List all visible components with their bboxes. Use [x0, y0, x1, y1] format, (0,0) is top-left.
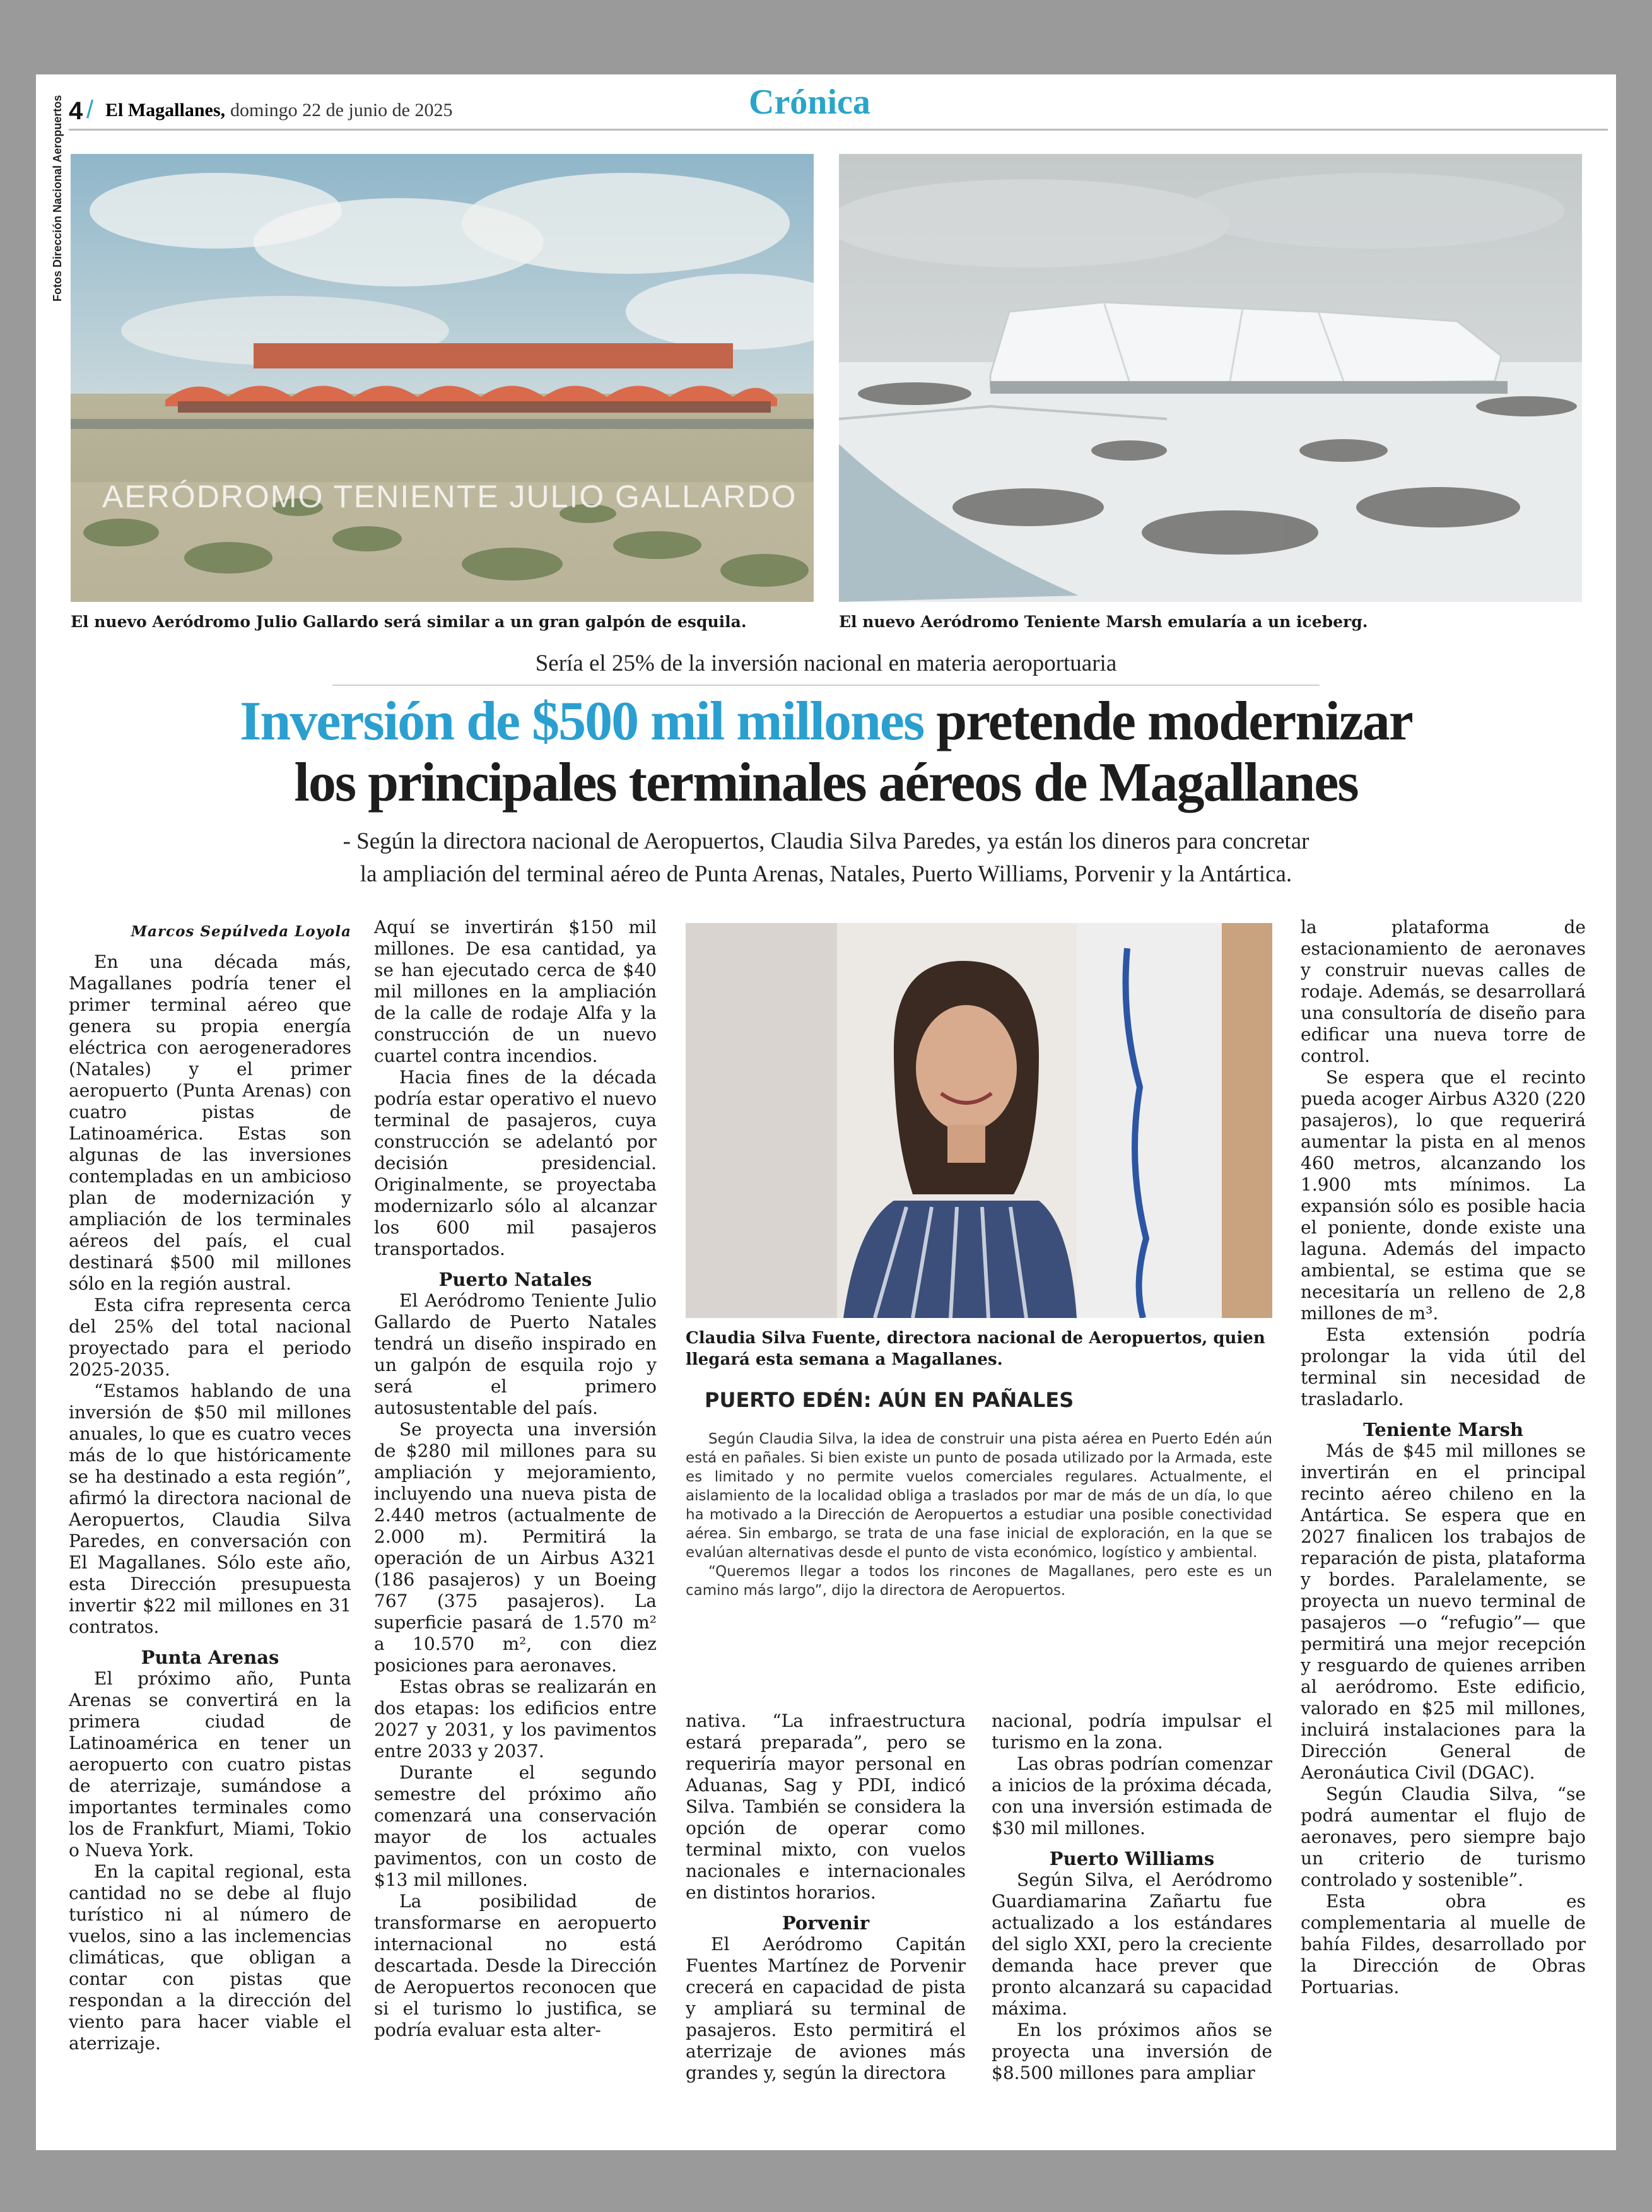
paragraph: Esta extensión podría prolongar la vida útil del terminal sin necesidad de trasladarlo. [1301, 1324, 1586, 1409]
issue-date: domingo 22 de junio de 2025 [230, 100, 453, 121]
paragraph: Aquí se invertirán $150 mil millones. De esa cantidad, ya se han ejecutado cerca de $40 mil millones en la ampliación de la calle de rodaje Alfa y la construcción de un nuevo cuartel contra incendios. [374, 917, 657, 1066]
headline-line-1 [36, 691, 1616, 752]
subhead-puerto-williams: Puerto Williams [1049, 1848, 1215, 1869]
header-rule [69, 129, 1608, 131]
paragraph: El próximo año, Punta Arenas se convertirá en la primera ciudad de Latinoamérica en tener un aeropuerto con cuatro pistas de aterrizaje, sumándose a importantes terminales como los de Frankfurt, Miami, Tokio o Nueva York. [69, 1668, 351, 1861]
page-separator: / [86, 96, 94, 124]
render-overlay-text: AERÓDROMO TENIENTE JULIO GALLARDO [102, 479, 797, 514]
page-number: 4 [69, 97, 83, 125]
render-julio-gallardo [71, 154, 814, 602]
publication-name: El Magallanes, [105, 100, 226, 121]
paragraph: Se proyecta una inversión de $280 mil millones para su ampliación y mejoramiento, incluyendo una nueva pista de 2.440 metros (actualmente de 2.000 m). Permitirá la operación de un Airbus A321 (186 pasajeros) y un Boeing 767 (375 pasajeros). La superficie pasará de 1.570 m² a 10.570 m², con diez posiciones para aeronaves. [374, 1419, 657, 1676]
paragraph: Durante el segundo semestre del próximo año comenzará una conservación mayor de los actuales pavimentos, con un costo de $13 mil millones. [374, 1762, 657, 1890]
caption-julio-gallardo: El nuevo Aeródromo Julio Gallardo será similar a un gran galpón de esquila. [71, 613, 747, 631]
byline: Marcos Sepúlveda Loyola [131, 923, 351, 940]
paragraph: Según Claudia Silva, la idea de construir una pista aérea en Puerto Edén aún está en pañales. Si bien existe un punto de posada utilizado por la Armada, este es limitado y no permite vuelos comerciales regulares. Actualmente, el aislamiento de la localidad obliga a traslados por mar de más de un día, lo que ha motivado a la Dirección de Aeropuertos a estudiar una posible conectividad aérea. Sin embargo, se trata de una fase inicial de exploración, en la que se evalúan alternativas desde el punto de vista económico, logístico y ambiental. [686, 1431, 1272, 1561]
paragraph: El Aeródromo Capitán Fuentes Martínez de Porvenir crecerá en capacidad de pista y ampliará su terminal de pasajeros. Esto permitirá el aterrizaje de aviones más grandes y, según la directora [686, 1934, 966, 2083]
newspaper-page [36, 74, 1616, 2150]
paragraph: Estas obras se realizarán en dos etapas: los edificios entre 2027 y 2031, y los pavimentos entre 2033 y 2037. [374, 1676, 657, 1762]
paragraph: En una década más, Magallanes podría tener el primer terminal aéreo que genera su propia energía eléctrica con aerogeneradores (Natales) y el primer aeropuerto (Punta Arenas) con cuatro pistas de Latinoamérica. Estas son algunas de las inversiones contempladas en un ambicioso plan de modernización y ampliación de los terminales aéreos del país, el cual destinará $500 mil millones sólo en la región austral. [69, 951, 351, 1294]
photo-claudia-silva [686, 923, 1272, 1318]
paragraph: En los próximos años se proyecta una inversión de $8.500 millones para ampliar [992, 2020, 1272, 2083]
headline-highlight: Inversión de $500 mil millones [240, 691, 924, 752]
box-title: PUERTO EDÉN: AÚN EN PAÑALES [705, 1388, 1074, 1412]
paragraph: Según Silva, el Aeródromo Guardiamarina Zañartu fue actualizado a los estándares del siglo XXI, pero la creciente demanda hace prever que pronto alcanzará su capacidad máxima. [992, 1869, 1272, 2019]
photo-credit: Fotos Dirección Nacional Aeropuertos [51, 95, 64, 302]
paragraph: Las obras podrían comenzar a inicios de la próxima década, con una inversión estimada de $30 mil millones. [992, 1753, 1272, 1838]
paragraph: En la capital regional, esta cantidad no se debe al flujo turístico ni al número de vuelos, sino a las inclemencias climáticas, que obligan a contar con pistas que respondan a la dirección del viento para hacer viable el aterrizaje. [69, 1861, 351, 2054]
paragraph: El Aeródromo Teniente Julio Gallardo de Puerto Natales tendrá un diseño inspirado en un galpón de esquila rojo y será el primero autosustentable del país. [374, 1290, 657, 1418]
article-column-4 [992, 1710, 1272, 2084]
headline-rest: pretende modernizar [923, 691, 1412, 752]
kicker-rule [332, 685, 1320, 686]
paragraph: “Queremos llegar a todos los rincones de Magallanes, pero este es un camino más largo”, dijo la directora de Aeropuertos. [686, 1563, 1272, 1599]
caption-teniente-marsh: El nuevo Aeródromo Teniente Marsh emularía a un iceberg. [839, 613, 1368, 631]
render-teniente-marsh [839, 154, 1582, 602]
deck-line-2: la ampliación del terminal aéreo de Punta Arenas, Natales, Puerto Williams, Porvenir y la Antártica. [360, 861, 1292, 887]
article-column-3 [686, 1710, 966, 2084]
paragraph: Según Claudia Silva, “se podrá aumentar el flujo de aeronaves, pero siempre bajo un criterio de turismo controlado y sostenible”. [1301, 1784, 1586, 1890]
paragraph: Esta cifra representa cerca del 25% del total nacional proyectado para el periodo 2025-2035. [69, 1295, 351, 1380]
deck-line-1: - Según la directora nacional de Aeropuertos, Claudia Silva Paredes, ya están los dineros para concretar [343, 828, 1309, 854]
article-column-1 [69, 921, 351, 2054]
paragraph: La posibilidad de transformarse en aeropuerto internacional no está descartada. Desde la Dirección de Aeropuertos reconocen que si el turismo lo justifica, se podría evaluar esta alter- [374, 1891, 657, 2040]
headline-line-2: los principales terminales aéreos de Magallanes [294, 752, 1358, 813]
photo-julio-gallardo [71, 154, 814, 602]
photo-teniente-marsh [839, 154, 1582, 602]
paragraph: nacional, podría impulsar el turismo en la zona. [992, 1710, 1272, 1753]
paragraph: la plataforma de estacionamiento de aeronaves y construir nuevas calles de rodaje. Además, se desarrollará una consultoría de diseño para edificar una nueva torre de control. [1301, 917, 1586, 1066]
paragraph: Se espera que el recinto pueda acoger Airbus A320 (220 pasajeros), lo que requerirá aumentar la pista en al menos 460 metros, alcanzando los 1.900 mts mínimos. La expansión sólo es posible hacia el poniente, donde existe una laguna. Además del impacto ambiental, se estima que se necesitaría un relleno de 2,8 millones de m³. [1301, 1067, 1586, 1324]
subhead-teniente-marsh: Teniente Marsh [1363, 1419, 1523, 1440]
article-kicker: Sería el 25% de la inversión nacional en materia aeroportuaria [535, 650, 1117, 676]
paragraph: “Estamos hablando de una inversión de $50 mil millones anuales, lo que es cuatro veces más de lo que históricamente se ha destinado a esta región”, afirmó la directora nacional de Aeropuertos, Claudia Silva Paredes, en conversación con El Magallanes. Sólo este año, esta Dirección presupuesta invertir $22 mil millones en 31 contratos. [69, 1380, 351, 1637]
paragraph: Más de $45 mil millones se invertirán en el principal recinto aéreo chileno en la Antártica. Se espera que en 2027 finalicen los trabajos de reparación de pista, plataforma y bordes. Paralelamente, se proyecta un nuevo terminal de pasajeros —o “refugio”— que permitirá una mejor recepción y resguardo de quienes arriben al aeródromo. Este edificio, valorado en $25 mil millones, incluirá instalaciones para la Dirección General de Aeronáutica Civil (DGAC). [1301, 1440, 1586, 1783]
portrait-image [686, 923, 1272, 1318]
paragraph: nativa. “La infraestructura estará preparada”, pero se requeriría mayor personal en Aduanas, Sag y PDI, indicó Silva. También se considera la opción de operar como terminal mixto, con vuelos nacionales e internacionales en distintos horarios. [686, 1710, 966, 1903]
article-column-2 [374, 917, 657, 2041]
box-body [686, 1430, 1272, 1600]
caption-portrait: Claudia Silva Fuente, directora nacional de Aeropuertos, quien llegará esta semana a Magallanes. [686, 1329, 1265, 1369]
article-column-5 [1301, 917, 1586, 1998]
subhead-puerto-natales: Puerto Natales [438, 1269, 592, 1290]
subhead-porvenir: Porvenir [782, 1912, 870, 1934]
paragraph: Esta obra es complementaria al muelle de bahía Fildes, desarrollado por la Dirección de Obras Portuarias. [1301, 1891, 1586, 1997]
section-title: Crónica [749, 83, 870, 122]
paragraph: Hacia fines de la década podría estar operativo el nuevo terminal de pasajeros, cuya construcción se adelantó por decisión presidencial. Originalmente, se proyectaba modernizarlo sólo al alcanzar los 600 mil pasajeros transportados. [374, 1067, 657, 1259]
subhead-punta-arenas: Punta Arenas [141, 1647, 279, 1668]
